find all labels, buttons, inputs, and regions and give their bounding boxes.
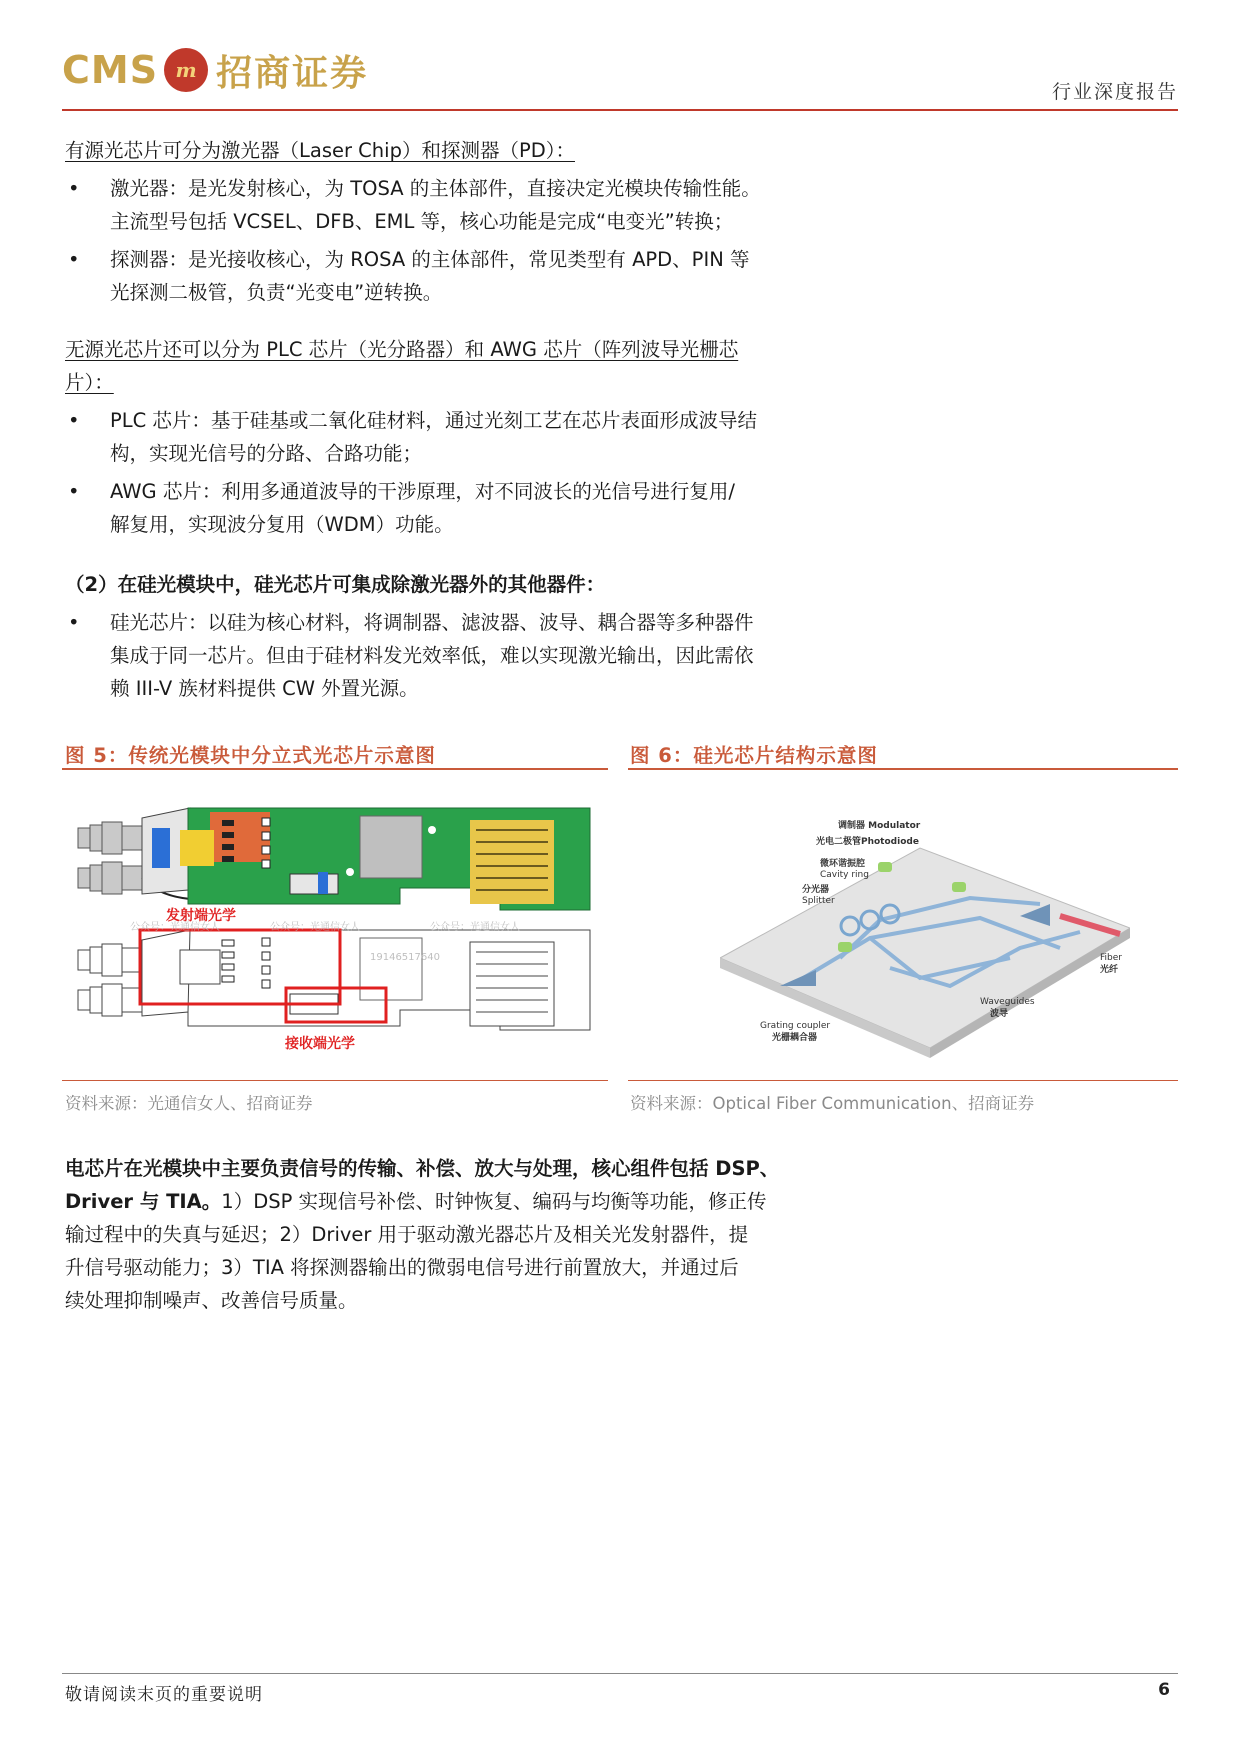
footer-divider — [62, 1673, 1178, 1674]
electric-chip-paragraph — [65, 1152, 830, 1317]
active-chip-section — [65, 134, 830, 309]
label-modulator: 调制器 Modulator — [838, 821, 921, 831]
label-splitter-en: Splitter — [802, 896, 835, 906]
bullet-line: 主流型号包括 VCSEL、DFB、EML 等，核心功能是完成“电变光”转换； — [110, 210, 734, 233]
bullet-line: 解复用，实现波分复用（WDM）功能。 — [110, 513, 454, 536]
bullet-line: 探测器：是光接收核心，为 ROSA 的主体部件，常见类型有 APD、PIN 等 — [110, 248, 750, 271]
bullet-line: 激光器：是光发射核心，为 TOSA 的主体部件，直接决定光模块传输性能。 — [110, 177, 761, 200]
bullet-icon: • — [68, 248, 80, 271]
label-rx-optics: 接收端光学 — [285, 1036, 355, 1052]
list-item — [65, 243, 830, 309]
electric-line-mixed — [65, 1185, 830, 1218]
company-logo — [62, 44, 368, 96]
bullet-line: 光探测二极管，负责“光变电”逆转换。 — [110, 281, 443, 304]
watermark: 公众号：光通信女人 — [430, 922, 520, 933]
bullet-icon: • — [68, 480, 80, 503]
electric-line: 升信号驱动能力；3）TIA 将探测器输出的微弱电信号进行前置放大，并通过后 — [65, 1256, 739, 1279]
list-item — [65, 475, 830, 541]
active-intro: 有源光芯片可分为激光器（Laser Chip）和探测器（PD）： — [65, 139, 575, 162]
report-type: 行业深度报告 — [1051, 81, 1178, 103]
fig6-top-rule — [628, 768, 1178, 770]
bullet-icon: • — [68, 611, 80, 634]
electric-text-span: 1）DSP 实现信号补偿、时钟恢复、编码与均衡等功能，修正传 — [221, 1190, 767, 1213]
bullet-line: AWG 芯片：利用多通道波导的干涉原理，对不同波长的光信号进行复用/ — [110, 480, 735, 503]
footer-note: 敬请阅读末页的重要说明 — [65, 1685, 263, 1705]
fig5-image — [70, 790, 610, 1075]
label-photodiode: 光电二极管Photodiode — [816, 837, 919, 847]
electric-bold-span: Driver 与 TIA。 — [65, 1190, 222, 1213]
bullet-line: 构，实现光信号的分路、合路功能； — [110, 442, 423, 465]
label-grating-en: Grating coupler — [760, 1021, 831, 1031]
passive-chip-section — [65, 333, 830, 541]
fig5-bottom-rule — [62, 1080, 608, 1081]
list-item — [65, 172, 830, 238]
module-top-illustration — [78, 808, 590, 910]
fig5-source: 资料来源：光通信女人、招商证券 — [65, 1094, 313, 1113]
bullet-line: 赖 III-V 族材料提供 CW 外置光源。 — [110, 677, 419, 700]
passive-intro-line: 片）： — [65, 371, 114, 394]
list-item — [65, 404, 830, 470]
electric-line: 电芯片在光模块中主要负责信号的传输、补偿、放大与处理，核心组件包括 DSP、 — [65, 1157, 780, 1180]
logo-badge-icon — [164, 48, 208, 92]
logo-badge-letter: m — [175, 58, 197, 82]
silicon-heading: （2）在硅光模块中，硅光芯片可集成除激光器外的其他器件： — [65, 573, 606, 596]
bullet-icon: • — [68, 409, 80, 432]
label-tx-optics: 发射端光学 — [166, 908, 236, 924]
list-item — [65, 606, 830, 705]
fig6-silicon-chip-diagram — [720, 808, 1130, 1058]
fig5-module-diagram — [70, 790, 610, 1075]
watermark: 19146517640 — [370, 952, 440, 963]
header-divider — [62, 109, 1178, 111]
fig6-image — [720, 808, 1130, 1058]
page-number: 6 — [1158, 1680, 1170, 1700]
watermark: 公众号：光通信女人 — [270, 922, 360, 933]
module-bottom-illustration — [78, 930, 590, 1030]
bullet-line: PLC 芯片：基于硅基或二氧化硅材料，通过光刻工艺在芯片表面形成波导结 — [110, 409, 757, 432]
logo-cms-text: CMS — [62, 48, 159, 92]
bullet-line: 硅光芯片：以硅为核心材料，将调制器、滤波器、波导、耦合器等多种器件 — [110, 611, 754, 634]
watermark: 公众号：光通信女人 — [130, 922, 220, 933]
label-splitter-cn: 分光器 — [802, 885, 830, 895]
fig5-title: 图 5：传统光模块中分立式光芯片示意图 — [65, 744, 436, 767]
electric-line: 输过程中的失真与延迟；2）Driver 用于驱动激光器芯片及相关光发射器件，提 — [65, 1223, 749, 1246]
bullet-icon: • — [68, 177, 80, 200]
label-fiber-cn: 光纤 — [1100, 965, 1119, 975]
bullet-line: 集成于同一芯片。但由于硅材料发光效率低，难以实现激光输出，因此需依 — [110, 644, 754, 667]
label-cavity-en: Cavity ring — [820, 870, 869, 880]
label-cavity-cn: 微环谐振腔 — [820, 859, 866, 869]
label-grating-cn: 光栅耦合器 — [772, 1033, 818, 1043]
fig6-title: 图 6：硅光芯片结构示意图 — [630, 744, 878, 767]
silicon-section — [65, 568, 830, 705]
label-waveguides-cn: 波导 — [990, 1009, 1009, 1019]
label-waveguides-en: Waveguides — [980, 997, 1035, 1007]
electric-line: 续处理抑制噪声、改善信号质量。 — [65, 1289, 358, 1312]
passive-intro-line: 无源光芯片还可以分为 PLC 芯片（光分路器）和 AWG 芯片（阵列波导光栅芯 — [65, 338, 739, 361]
fig5-top-rule — [62, 768, 608, 770]
fig6-bottom-rule — [628, 1080, 1178, 1081]
label-fiber-en: Fiber — [1100, 953, 1122, 963]
fig6-source: 资料来源：Optical Fiber Communication、招商证券 — [630, 1094, 1035, 1113]
logo-company-name: 招商证券 — [216, 52, 369, 94]
